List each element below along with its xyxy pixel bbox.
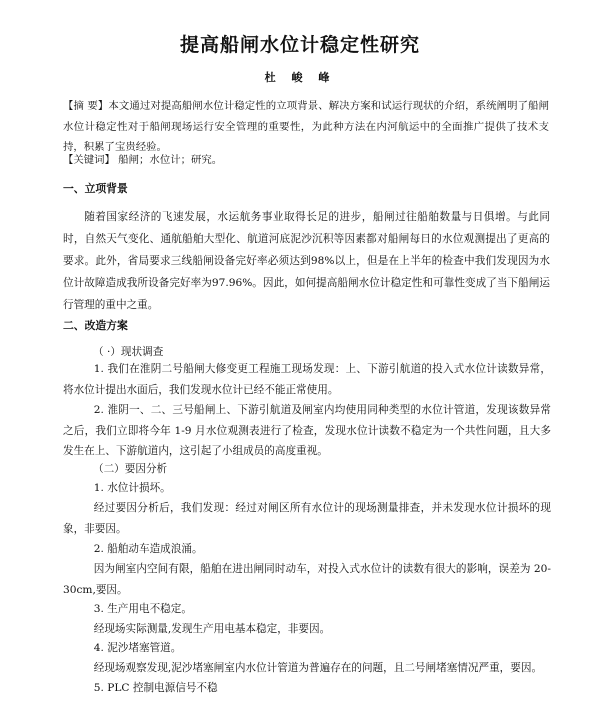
keywords-label: 【关键词】 bbox=[63, 154, 115, 166]
cause-4-title: 4. 泥沙堵塞管道。 bbox=[93, 642, 182, 654]
cause-3-text: 经现场实际测量,发现生产用电基本稳定，非要因。 bbox=[93, 623, 331, 635]
subsection-heading-analysis: （二）要因分析 bbox=[93, 463, 168, 475]
cause-2-text: 因为闸室内空间有限，船舶在进出闸同时动车，对投入式水位计的读数有很大的影响，误差为 20-30cm,要因。 bbox=[63, 563, 551, 596]
cause-3-title: 3. 生产用电不稳定。 bbox=[93, 603, 192, 615]
survey-item-2: 2. 淮阴一、二、三号船闸上、下游引航道及闸室内均使用同种类型的水位计管道，发现该数异常之后，我们立即将今年 1-9 月水位观测表进行了检查，发现水位计读数不稳定为一个共性问题，且大多发生在上、下游航道内，这引起了小组成员的高度重视。 bbox=[63, 404, 551, 457]
abstract-label: 【摘 要】 bbox=[63, 100, 109, 112]
section-heading-background: 一、立项背景 bbox=[63, 182, 128, 195]
cause-1-title: 1. 水位计损坏。 bbox=[93, 482, 171, 494]
keywords bbox=[63, 152, 549, 168]
keywords-text: 船闸；水位计；研究。 bbox=[118, 154, 223, 166]
author-name: 杜 峻 峰 bbox=[264, 71, 336, 84]
background-paragraph: 随着国家经济的飞速发展，水运航务事业取得长足的进步，船闸过往船舶数量与日俱增。与此同时，自然天气变化、通航船舶大型化、航道河底泥沙沉积等因素都对船闸每日的水位观测提出了更高的要求。此外，省局要求三线船闸设备完好率必须达到98%以上，但是在上半年的检查中我们发现因为水位计故障造成我所设备完好率为97.96%。因此，如何提高船闸水位计稳定性和可靠性变成了当下船闸运行管理的重中之重。 bbox=[63, 211, 550, 311]
paper-title: 提高船闸水位计稳定性研究 bbox=[179, 34, 420, 56]
cause-5-title: 5. PLC 控制电源信号不稳 bbox=[93, 682, 218, 694]
abstract-text: 本文通过对提高船闸水位计稳定性的立项背景、解决方案和试运行现状的介绍，系统阐明了船闸水位计稳定性对于船闸现场运行安全管理的重要性，为此种方法在内河航运中的全面推广提供了技术支持，积累了宝贵经验。 bbox=[63, 100, 549, 153]
cause-1-text: 经过要因分析后，我们发现：经过对闸区所有水位计的现场测量排查，并未发现水位计损坏的现象，非要因。 bbox=[63, 502, 551, 535]
survey-item-1: 1. 我们在淮阴二号船闸大修变更工程施工现场发现：上、下游引航道的投入式水位计读数异常，将水位计提出水面后，我们发现水位计已经不能正常使用。 bbox=[63, 363, 551, 396]
cause-4-text: 经现场观察发现,泥沙堵塞闸室内水位计管道为普遍存在的问题，且二号闸堵塞情况严重，要因。 bbox=[93, 662, 543, 674]
subsection-heading-survey: （ ·）现状调查 bbox=[93, 346, 164, 358]
cause-2-title: 2. 船舶动车造成浪涌。 bbox=[93, 543, 203, 555]
section-heading-plan: 二、改造方案 bbox=[63, 319, 128, 332]
abstract bbox=[63, 96, 549, 158]
